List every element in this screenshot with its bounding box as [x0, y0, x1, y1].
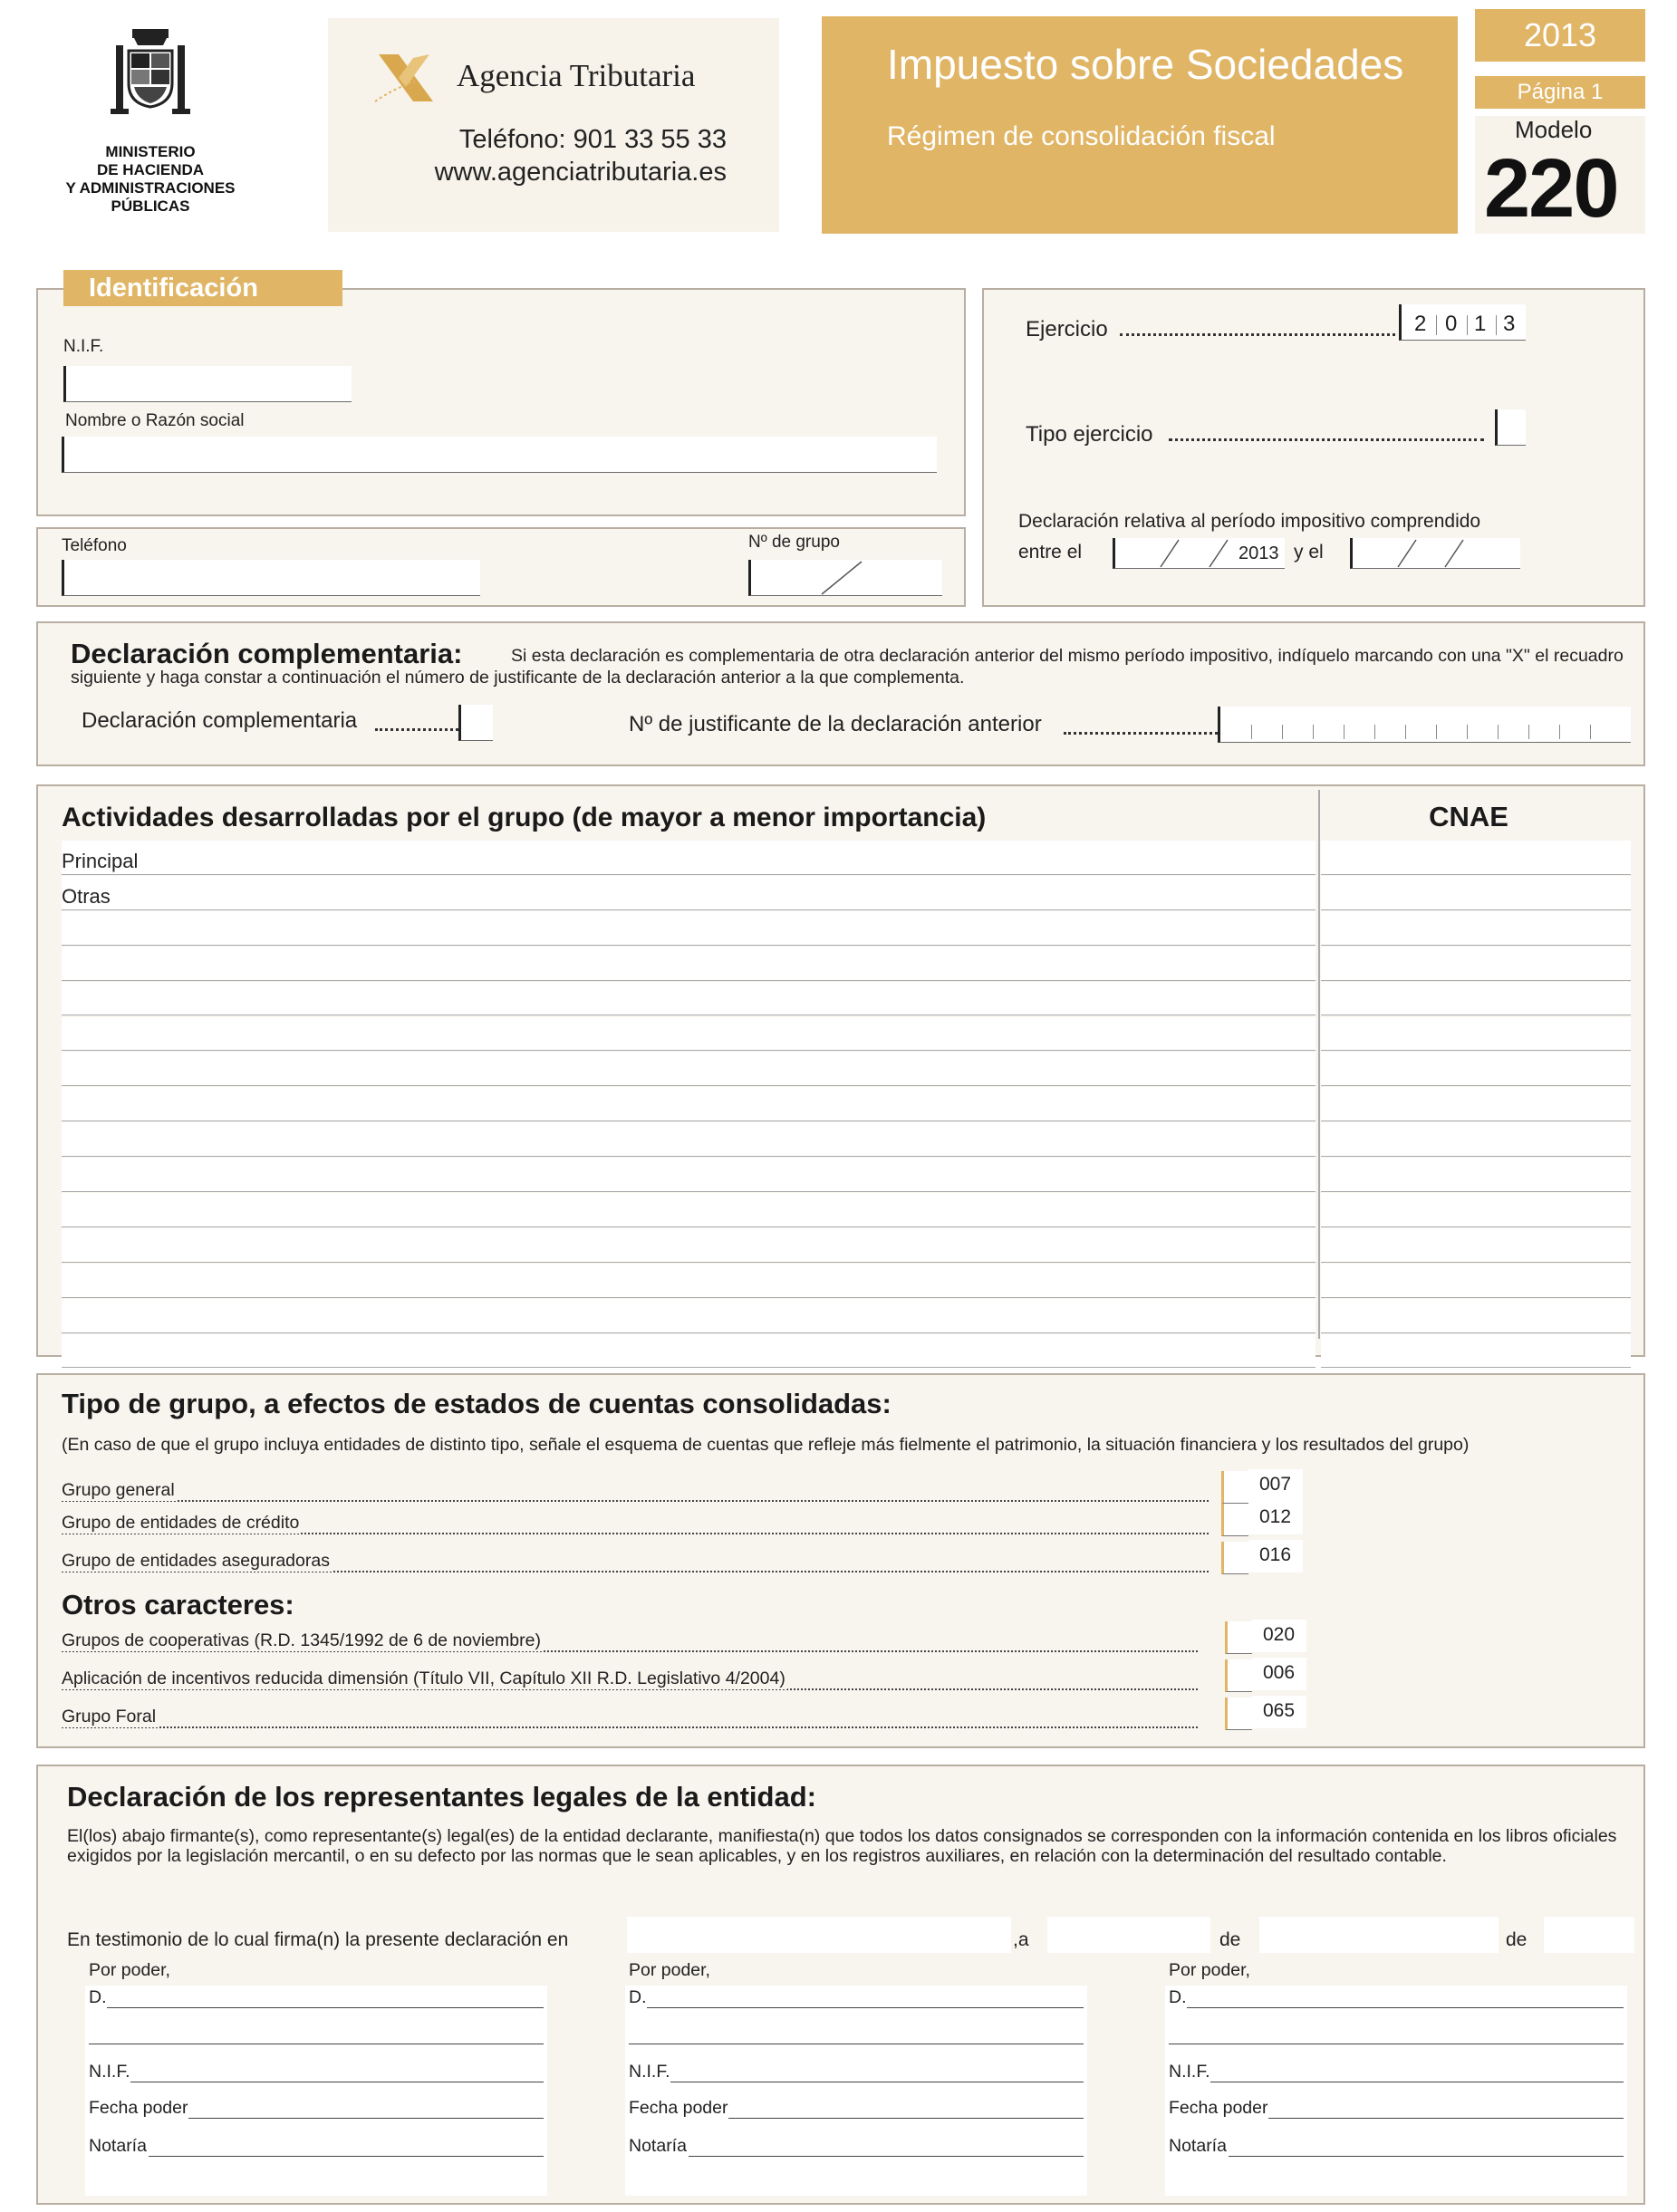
tipo-ejercicio-input[interactable] [1495, 409, 1526, 446]
identification-tab [63, 270, 342, 306]
digit-separator [1282, 725, 1283, 739]
name-label: Nombre o Razón social [65, 411, 245, 430]
signature-line[interactable] [1187, 2007, 1624, 2008]
cnae-input[interactable] [1321, 1158, 1631, 1192]
phone-label: Teléfono [62, 536, 127, 555]
title-box [822, 16, 1458, 234]
cnae-input[interactable] [1321, 1087, 1631, 1121]
activity-description-input[interactable] [62, 1087, 1316, 1121]
por-poder-label: Por poder, [89, 1960, 170, 1980]
option-checkbox[interactable] [1221, 1542, 1248, 1574]
period-label: Declaración relativa al período impositivo comprendido [1018, 511, 1481, 532]
option-label: Grupo Foral [62, 1707, 157, 1726]
ejercicio-label: Ejercicio [1026, 317, 1108, 341]
entre-label: entre el [1018, 542, 1083, 563]
slash-icon [1208, 538, 1229, 569]
model-label: Modelo [1515, 116, 1593, 143]
cnae-input[interactable] [1321, 1299, 1631, 1333]
tipo-ejercicio-label: Tipo ejercicio [1026, 422, 1153, 447]
slash-icon [820, 560, 863, 596]
option-checkbox[interactable] [1225, 1697, 1252, 1730]
option-checkbox[interactable] [1221, 1471, 1248, 1504]
name-input[interactable] [62, 437, 937, 473]
option-dots [62, 1726, 1198, 1728]
activity-description-input[interactable] [62, 1334, 1316, 1369]
ejercicio-dots [1120, 333, 1395, 336]
complementary-description: Si esta declaración es complementaria de otra declaración anterior del mismo período impositivo, indíquelo marcando con una "X" el recuadro siguiente y haga constar a continuación el número de justificante de la declaración anterior a la que complementa. [71, 646, 1624, 688]
nif-label: N.I.F. [629, 2062, 670, 2082]
signature-line[interactable] [728, 2118, 1084, 2119]
ejercicio-digit-1: 2 [1414, 312, 1427, 336]
signature-line[interactable] [689, 2156, 1084, 2157]
activity-row [62, 1299, 1631, 1334]
d-label: D. [1169, 1987, 1187, 2007]
period-end-input[interactable] [1350, 538, 1520, 569]
notaria-label: Notaría [629, 2136, 687, 2156]
cnae-input[interactable] [1321, 1193, 1631, 1227]
option-code: 020 [1252, 1620, 1306, 1652]
ejercicio-digit-2: 0 [1445, 312, 1458, 336]
fecha-poder-label: Fecha poder [629, 2098, 728, 2118]
activity-description-input[interactable] [62, 1122, 1316, 1157]
identification-panel [36, 288, 966, 516]
group-input[interactable] [748, 560, 942, 596]
activity-description-input[interactable] [62, 1158, 1316, 1192]
option-code: 065 [1252, 1696, 1306, 1728]
year-badge [1475, 9, 1645, 62]
activities-list [62, 841, 1631, 1335]
signature-box[interactable] [1165, 1986, 1627, 2196]
cnae-input[interactable] [1321, 1052, 1631, 1086]
fecha-poder-label: Fecha poder [1169, 2098, 1268, 2118]
digit-separator [1313, 725, 1314, 739]
activity-description-input[interactable] [62, 1299, 1316, 1333]
cnae-input[interactable] [1321, 1017, 1631, 1052]
option-label: Grupo de entidades de crédito [62, 1513, 300, 1533]
complementary-checkbox[interactable] [458, 705, 493, 741]
signature-line[interactable] [1229, 2156, 1624, 2157]
option-checkbox[interactable] [1225, 1659, 1252, 1692]
notaria-label: Notaría [1169, 2136, 1227, 2156]
de-label-1: de [1219, 1929, 1241, 1950]
ministry-line-3: Y ADMINISTRACIONES PÚBLICAS [65, 179, 236, 215]
digit-separator [1528, 725, 1529, 739]
slash-icon [1159, 538, 1181, 569]
signature-line[interactable] [647, 2007, 1084, 2008]
tipo-dots [1169, 438, 1484, 441]
activity-row [62, 1087, 1631, 1122]
cnae-input[interactable] [1321, 1264, 1631, 1298]
activity-description-input[interactable] [62, 1017, 1316, 1052]
option-label: Grupo de entidades aseguradoras [62, 1551, 330, 1571]
option-dots [62, 1500, 1209, 1502]
cnae-header: CNAE [1429, 801, 1508, 832]
agency-name: Agencia Tributaria [457, 58, 696, 93]
digit-separator [1405, 725, 1406, 739]
activity-description-input[interactable] [62, 947, 1316, 981]
activity-row [62, 1264, 1631, 1299]
digit-separator [1251, 725, 1252, 739]
option-label: Grupos de cooperativas (R.D. 1345/1992 de 6 de noviembre) [62, 1630, 541, 1650]
group-type-note: (En caso de que el grupo incluya entidades de distinto tipo, señale el esquema de cuentas que refleje más fielmente el patrimonio, la situación financiera y los resultados del grupo) [62, 1435, 1470, 1455]
agency-phone: Teléfono: 901 33 55 33 [458, 125, 727, 154]
activity-row [62, 1052, 1631, 1087]
agency-logo-icon [371, 49, 448, 112]
model-number: 220 [1484, 142, 1618, 235]
y-el-label: y el [1294, 542, 1324, 563]
representatives-title: Declaración de los representantes legales de la entidad: [67, 1781, 816, 1813]
testimony-label: En testimonio de lo cual firma(n) la presente declaración en [67, 1929, 569, 1950]
slash-icon [1396, 538, 1418, 569]
d-label: D. [629, 1987, 647, 2007]
option-checkbox[interactable] [1221, 1504, 1248, 1536]
digit-separator [1374, 725, 1375, 739]
ejercicio-input[interactable] [1399, 304, 1526, 341]
month-input[interactable] [1259, 1917, 1499, 1953]
justificante-input[interactable] [1218, 707, 1631, 743]
cnae-input[interactable] [1321, 1334, 1631, 1369]
cnae-input[interactable] [1321, 1122, 1631, 1157]
complementary-check-label: Declaración complementaria [82, 708, 358, 733]
page-badge [1475, 76, 1645, 109]
activity-description-input[interactable] [62, 841, 1316, 875]
model-box [1475, 116, 1645, 234]
cnae-input[interactable] [1321, 947, 1631, 981]
por-poder-label: Por poder, [1169, 1960, 1250, 1980]
option-code: 012 [1248, 1502, 1303, 1534]
year-input[interactable] [1544, 1917, 1634, 1953]
activity-row [62, 1193, 1631, 1228]
ministry-line-1: MINISTERIO [105, 143, 196, 160]
activity-row [62, 841, 1631, 876]
signature-line[interactable] [188, 2118, 544, 2119]
digit-separator [1498, 725, 1499, 739]
option-label: Aplicación de incentivos reducida dimensión (Título VII, Capítulo XII R.D. Legislativo 4/2004) [62, 1669, 785, 1688]
activity-description-input[interactable] [62, 1228, 1316, 1263]
nif-input[interactable] [63, 366, 352, 402]
tax-subtitle: Régimen de consolidación fiscal [887, 121, 1276, 151]
activity-row [62, 911, 1631, 947]
option-label: Grupo general [62, 1480, 175, 1500]
cnae-input[interactable] [1321, 876, 1631, 910]
activity-description-input[interactable] [62, 1193, 1316, 1227]
signature-line[interactable] [1268, 2118, 1624, 2119]
activity-description-input[interactable] [62, 982, 1316, 1016]
activity-row [62, 982, 1631, 1017]
signature-box[interactable] [85, 1986, 547, 2196]
signer-block [607, 1953, 1104, 2198]
de-label-2: de [1506, 1929, 1528, 1950]
justificante-label: Nº de justificante de la declaración anterior [629, 712, 1042, 736]
activity-row-label: Otras [62, 884, 111, 908]
cnae-input[interactable] [1321, 982, 1631, 1016]
phone-input[interactable] [62, 560, 480, 596]
others-title: Otros caracteres: [62, 1589, 294, 1621]
year-text: 2013 [1523, 16, 1597, 53]
period-start-input[interactable] [1113, 538, 1285, 569]
activity-row [62, 947, 1631, 982]
activity-row [62, 876, 1631, 911]
place-input[interactable] [627, 1917, 1011, 1953]
option-code: 006 [1252, 1658, 1306, 1690]
signature-line[interactable] [149, 2156, 544, 2157]
page-text: Página 1 [1517, 80, 1604, 104]
complementary-title: Declaración complementaria: [71, 638, 463, 669]
activity-row-label: Principal [62, 850, 139, 872]
complementary-dots [375, 728, 458, 731]
activity-description-input[interactable] [62, 1264, 1316, 1298]
activity-row [62, 1122, 1631, 1158]
activity-row [62, 1334, 1631, 1370]
notaria-label: Notaría [89, 2136, 147, 2156]
fecha-poder-label: Fecha poder [89, 2098, 188, 2118]
signature-box[interactable] [625, 1986, 1087, 2196]
slash-icon [1443, 538, 1465, 569]
digit-separator [1436, 725, 1437, 739]
ministry-line-2: DE HACIENDA [96, 161, 205, 178]
representatives-text: El(los) abajo firmante(s), como representante(s) legal(es) de la entidad declarante, manifiesta(n) que todos los datos consignados se corresponden con la información contenida en los libros oficiales exigidos por la legislación mercantil, o en su defecto por las normas que le sean aplicables, y en los registros auxiliares, en relación con la determinación del resultado contable. [67, 1826, 1617, 1866]
cnae-input[interactable] [1321, 911, 1631, 946]
cnae-input[interactable] [1321, 841, 1631, 875]
option-code: 016 [1248, 1540, 1303, 1572]
identification-title: Identificación [89, 274, 258, 303]
justificante-dots [1064, 732, 1218, 735]
tax-title: Impuesto sobre Sociedades [887, 41, 1404, 88]
signer-block [1147, 1953, 1643, 2198]
activity-row [62, 1228, 1631, 1264]
option-checkbox[interactable] [1225, 1621, 1252, 1654]
digit-separator [1590, 725, 1591, 739]
nif-label: N.I.F. [1169, 2062, 1210, 2082]
a-label: ,a [1013, 1929, 1029, 1950]
agency-website[interactable]: www.agenciatributaria.es [434, 158, 727, 187]
nif-label: N.I.F. [63, 337, 104, 356]
option-code: 007 [1248, 1469, 1303, 1502]
activity-row [62, 1158, 1631, 1193]
cnae-input[interactable] [1321, 1228, 1631, 1263]
nif-label: N.I.F. [89, 2062, 130, 2082]
digit-separator [1559, 725, 1560, 739]
group-type-title: Tipo de grupo, a efectos de estados de cuentas consolidadas: [62, 1388, 892, 1419]
ejercicio-digit-4: 3 [1503, 312, 1516, 336]
digit-separator [1467, 725, 1468, 739]
activity-description-input[interactable] [62, 1052, 1316, 1086]
period-start-year: 2013 [1238, 543, 1279, 563]
signer-block [67, 1953, 564, 2198]
ejercicio-digit-3: 1 [1474, 312, 1487, 336]
day-input[interactable] [1047, 1917, 1210, 1953]
activity-row [62, 1017, 1631, 1053]
activities-title: Actividades desarrolladas por el grupo (de mayor a menor importancia) [62, 803, 987, 832]
por-poder-label: Por poder, [629, 1960, 710, 1980]
activity-description-input[interactable] [62, 911, 1316, 946]
coat-of-arms-icon [107, 25, 194, 132]
signature-line[interactable] [107, 2007, 544, 2008]
group-label: Nº de grupo [748, 533, 840, 552]
agency-box [328, 18, 779, 232]
activity-description-input[interactable] [62, 876, 1316, 910]
d-label: D. [89, 1987, 107, 2007]
